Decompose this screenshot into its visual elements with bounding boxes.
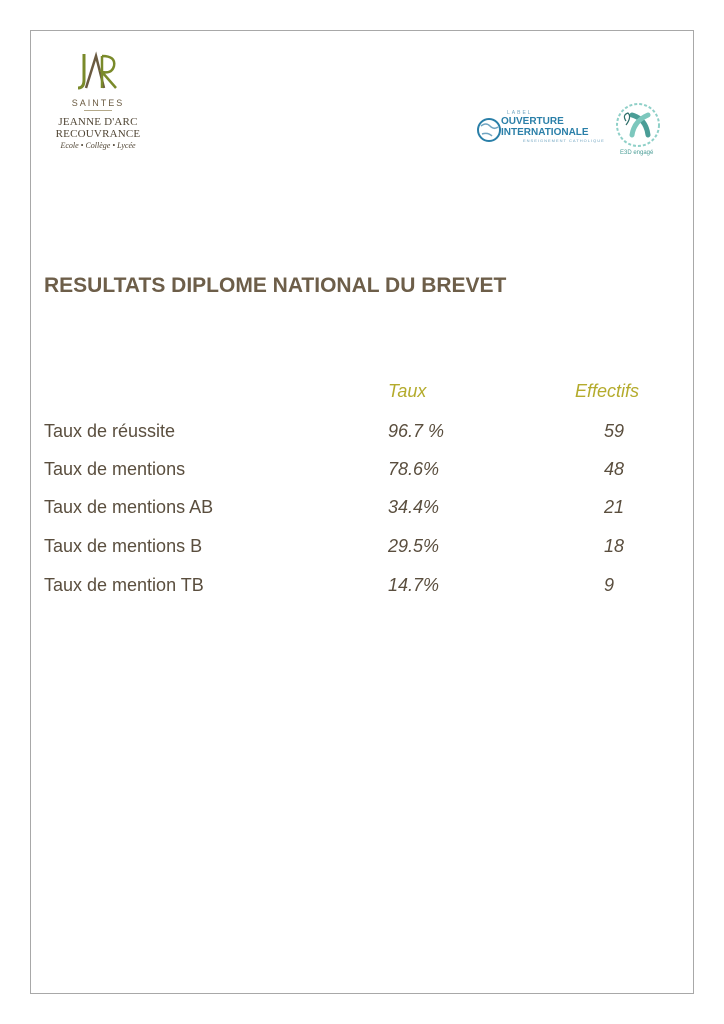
table-row [0,497,724,527]
row-effectifs: 59 [604,421,625,441]
logo-city: SAINTES [71,98,125,108]
row-label: Taux de mention TB [44,575,204,595]
globe-icon [476,110,502,150]
row-taux: 96.7 % [388,421,445,441]
row-effectifs: 9 [604,575,615,595]
school-logo [48,48,158,158]
row-taux: 78.6% [388,459,440,479]
table-row [0,575,724,605]
logo-name-line1: JEANNE D'ARC [58,116,138,128]
logo-divider [84,110,112,111]
label-sub-text: ENSEIGNEMENT CATHOLIQUE [523,138,605,143]
row-effectifs: 18 [604,536,625,556]
row-effectifs: 21 [604,497,625,517]
label-small-text: LABEL [507,110,533,116]
label-line1: OUVERTURE [501,116,564,127]
column-header-taux: Taux [388,381,427,401]
jar-monogram [74,50,122,94]
logo-tagline: Ecole • Collège • Lycée [60,141,136,150]
label-line2: INTERNATIONALE [501,127,589,138]
e3d-logo [612,101,664,159]
row-taux: 14.7% [388,575,440,595]
row-label: Taux de mentions [44,459,186,479]
row-label: Taux de réussite [44,421,176,441]
logo-name-line2: RECOUVRANCE [55,128,141,140]
column-header-effectifs: Effectifs [575,381,640,401]
row-taux: 34.4% [388,497,440,517]
row-label: Taux de mentions AB [44,497,214,517]
row-taux: 29.5% [388,536,440,556]
document-title: RESULTATS DIPLOME NATIONAL DU BREVET [44,274,507,297]
e3d-emblem-icon [612,101,664,149]
row-effectifs: 48 [604,459,625,479]
label-ouverture-logo [476,108,608,150]
table-row [0,459,724,489]
table-row [0,421,724,451]
row-label: Taux de mentions B [44,536,203,556]
table-row [0,536,724,566]
e3d-caption: E3D engagé [620,150,654,156]
